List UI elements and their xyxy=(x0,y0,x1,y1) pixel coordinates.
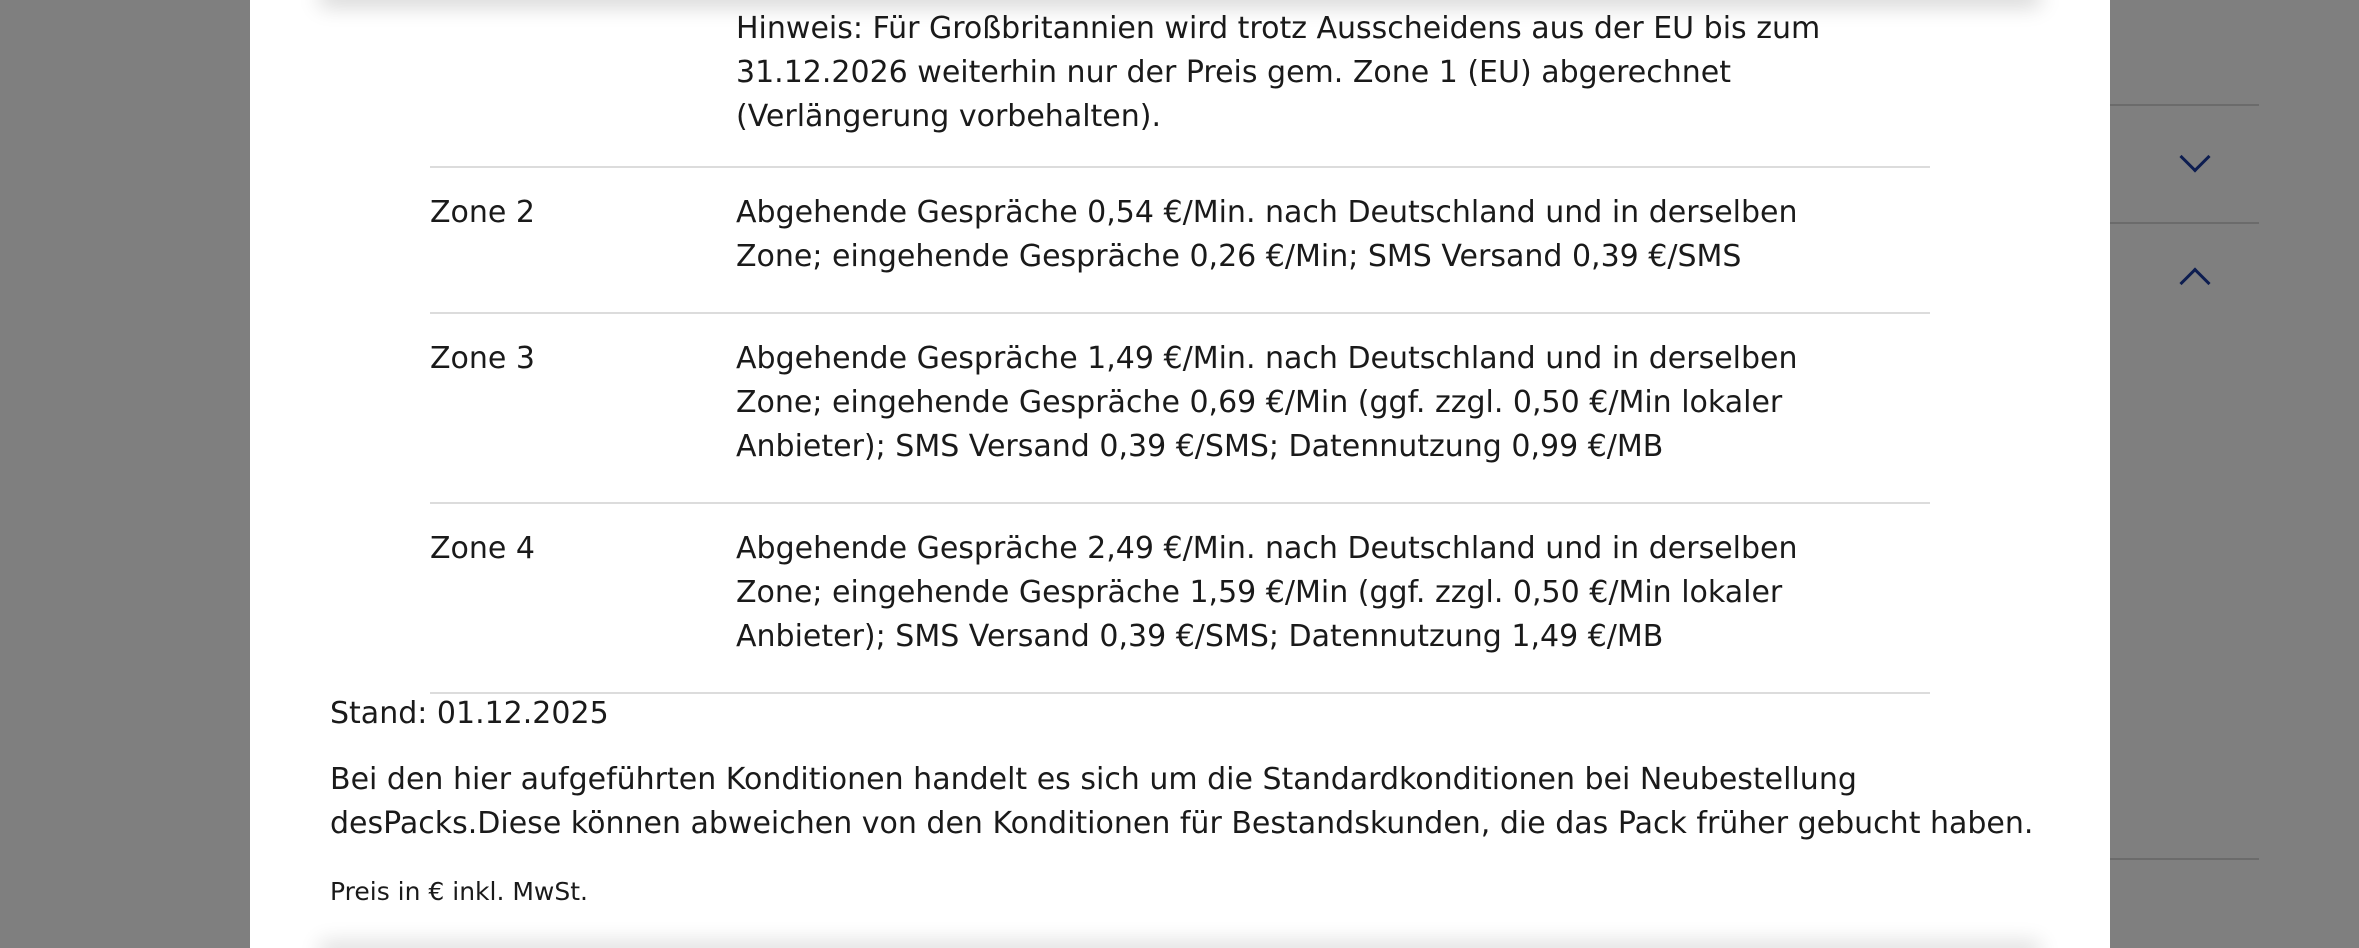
zone-description: Abgehende Gespräche 1,49 €/Min. nach Deutschland und in derselben Zone; eingehende Gespräche 0,69 €/Min (ggf. zzgl. 0,50 €/Min lokaler Anbieter); SMS Versand 0,39 €/SMS; Datennutzung 0,99 €/MB xyxy=(736,341,1798,464)
table-row xyxy=(430,168,1930,314)
zone-description: Abgehende Gespräche 2,49 €/Min. nach Deutschland und in derselben Zone; eingehende Gespräche 1,59 €/Min (ggf. zzgl. 0,50 €/Min lokaler Anbieter); SMS Versand 0,39 €/SMS; Datennutzung 1,49 €/MB xyxy=(736,531,1798,654)
zone-description: Hinweis: Für Großbritannien wird trotz Ausscheidens aus der EU bis zum 31.12.2026 weiterhin nur der Preis gem. Zone 1 (EU) abgerechnet (Verlängerung vorbehalten). xyxy=(736,11,1821,134)
stand-date: Stand: 01.12.2025 xyxy=(330,696,609,731)
zone-label: Zone 3 xyxy=(430,341,535,376)
pricing-modal xyxy=(250,0,2110,948)
table-row xyxy=(430,314,1930,504)
zone-pricing-table xyxy=(430,0,1930,694)
zone-label: Zone 4 xyxy=(430,531,535,566)
conditions-note: Bei den hier aufgeführten Konditionen handelt es sich um die Standardkonditionen bei Neubestellung desPacks.Diese können abweichen von den Konditionen für Bestandskunden, die das Pack früher gebucht haben. xyxy=(330,762,2034,841)
table-row xyxy=(430,504,1930,694)
zone-label: Zone 2 xyxy=(430,195,535,230)
table-row xyxy=(430,0,1930,168)
price-note: Preis in € inkl. MwSt. xyxy=(330,877,588,906)
zone-label xyxy=(430,7,736,166)
zone-description: Abgehende Gespräche 0,54 €/Min. nach Deutschland und in derselben Zone; eingehende Gespräche 0,26 €/Min; SMS Versand 0,39 €/SMS xyxy=(736,195,1798,274)
